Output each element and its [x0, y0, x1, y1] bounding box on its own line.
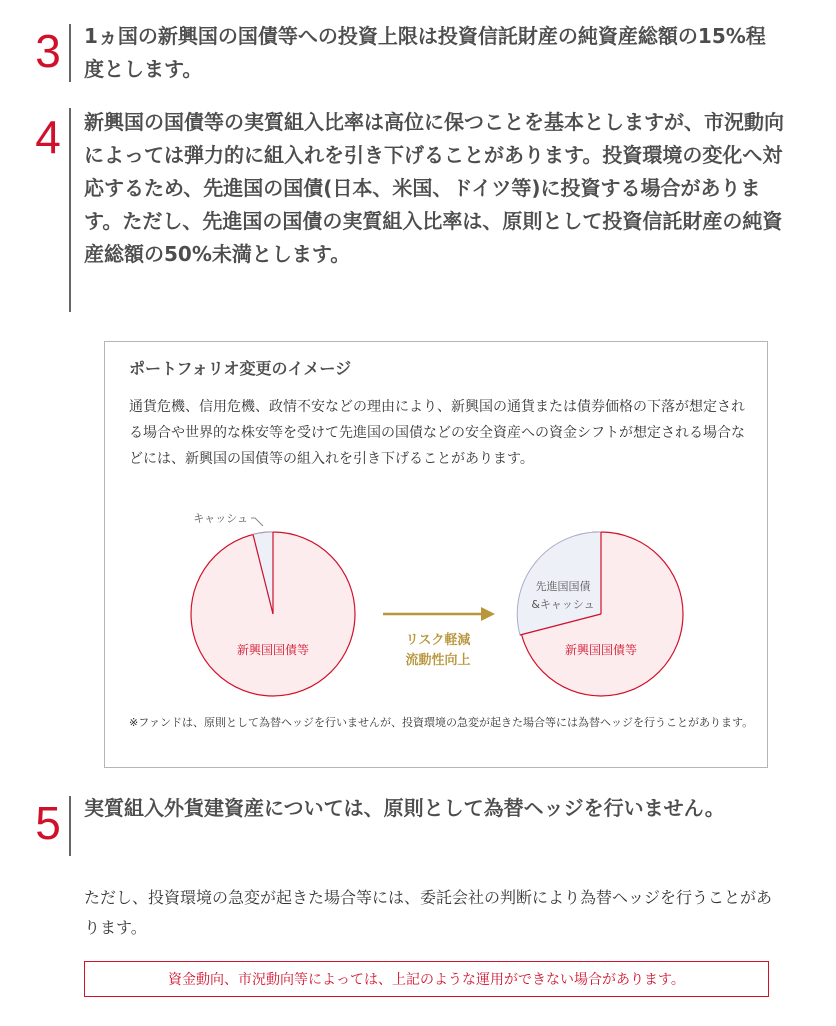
section-3-text: 1ヵ国の新興国の国債等への投資上限は投資信託財産の純資産総額の15%程度とします。: [84, 24, 766, 81]
after-alt-label-line2: &キャッシュ: [531, 598, 595, 611]
before-pie: [191, 512, 355, 696]
after-alt-label-line1: 先進国国債: [535, 580, 591, 593]
section-divider-3: [69, 24, 71, 82]
section-divider-4: [69, 108, 71, 312]
portfolio-change-box: [104, 341, 768, 768]
arrow-label-line1: リスク軽減: [405, 633, 471, 648]
arrow-head: [481, 607, 495, 621]
warning-box: [84, 961, 769, 997]
portfolio-box-description: 通貨危機、信用危機、政情不安などの理由により、新興国の通貨または債券価格の下落が想定される場合や世界的な株安等を受けて先進国の国債などの安全資産への資金シフトが想定される場合などには、新興国の国債等の組入れを引き下げることがあります。: [129, 399, 745, 467]
after-pie: [517, 532, 683, 696]
section-5-subtext: ただし、投資環境の急変が起きた場合等には、委託会社の判断により為替ヘッジを行うことがあります。: [84, 888, 773, 937]
warning-text: 資金動向、市況動向等によっては、上記のような運用ができない場合があります。: [168, 972, 685, 988]
section-4-text: 新興国の国債等の実質組入比率は高位に保つことを基本としますが、市況動向によっては弾力的に組入れを引き下げることがあります。投資環境の変化へ対応するため、先進国の国債(日本、米国、ドイツ等)に投資する場合があります。ただし、先進国の国債の実質組入比率は、原則として投資信託財産の純資産総額の50%未満とします。: [84, 110, 784, 266]
portfolio-pie-diagram: [105, 502, 769, 702]
before-main-label: 新興国国債等: [236, 643, 310, 657]
section-number-3: 3: [35, 25, 61, 77]
after-main-label: 新興国国債等: [564, 643, 638, 657]
portfolio-box-title: ポートフォリオ変更のイメージ: [129, 359, 352, 378]
section-number-5: 5: [35, 797, 61, 849]
arrow-label-line2: 流動性向上: [405, 653, 471, 668]
section-5-text: 実質組入外貨建資産については、原則として為替ヘッジを行いません。: [84, 796, 725, 820]
section-divider-5: [69, 796, 71, 856]
portfolio-box-note: ※ファンドは、原則として為替ヘッジを行いませんが、投資環境の急変が起きた場合等には為替ヘッジを行うことがあります。: [129, 716, 754, 729]
before-cash-label: キャッシュ: [193, 512, 248, 525]
cash-leader-line: [251, 518, 263, 526]
transition-arrow: [383, 607, 495, 668]
section-number-4: 4: [35, 111, 61, 163]
